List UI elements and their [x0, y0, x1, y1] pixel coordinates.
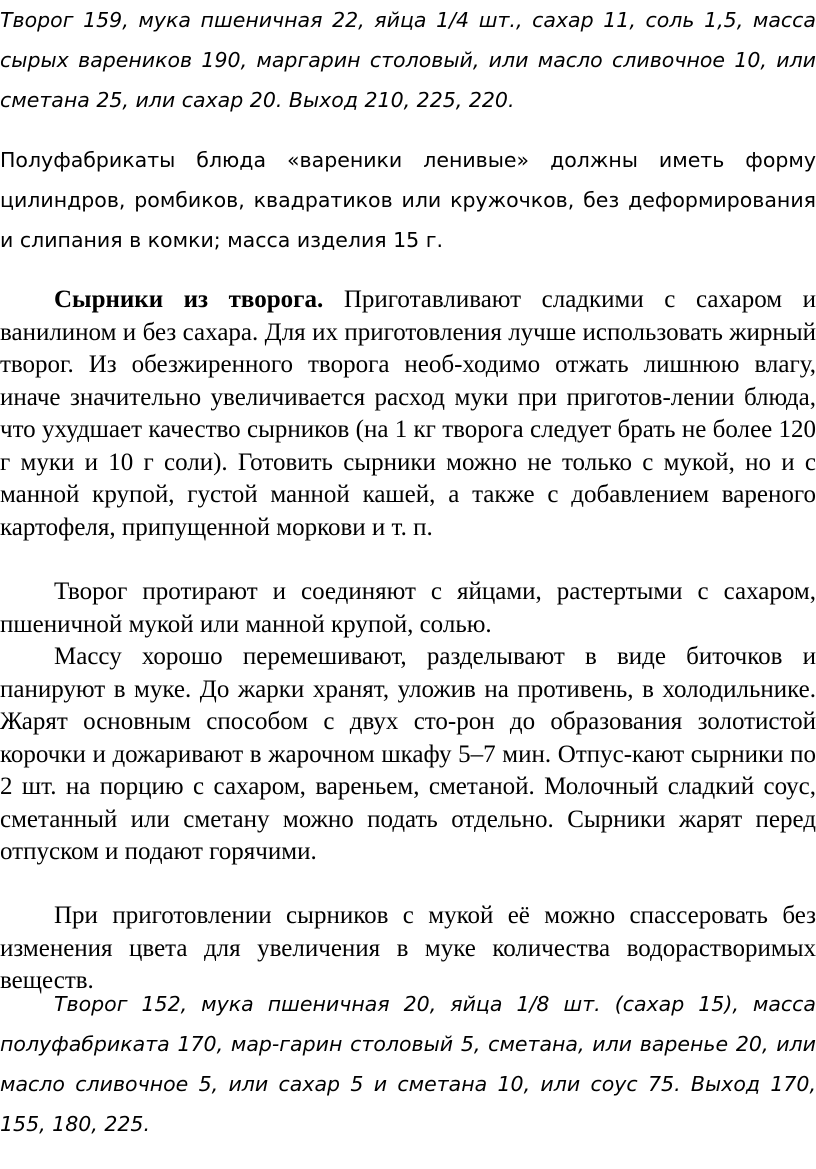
syrniki-intro-paragraph — [0, 284, 816, 544]
syrniki-intro-text: Приготавливают сладкими с сахаром и ванилином и без сахара. Для их приготовления лучше использовать жирный творог. Из обезжиренного творога необ-ходимо отжать лишнюю влагу, иначе значительно увеличивается расход муки при приготов-лении блюда, что ухудшает качество сырников (на 1 кг творога следует брать не более 120 г муки и 10 г соли). Готовить сырники можно не только с мукой, но и с манной крупой, густой манной кашей, а также с добавлением вареного картофеля, припущенной моркови и т. п. — [0, 286, 816, 541]
recipe-ingredients-vareniki: Творог 159, мука пшеничная 22, яйца 1/4 шт., сахар 11, соль 1,5, масса сырых вареников 190, маргарин столовый, или масло сливочное 10, или сметана 25, или сахар 20. Выход 210, 225, 220. — [0, 8, 816, 112]
paragraph-preparation: Творог протирают и соединяют с яйцами, растертыми с сахаром, пшеничной мукой или манной крупой, солью. — [0, 578, 816, 638]
syrniki-heading: Сырники из творога. — [54, 286, 324, 313]
paragraph-frying: Массу хорошо перемешивают, разделывают в виде биточков и панируют в муке. До жарки хранят, уложив на противень, в холодильнике. Жарят основным способом с двух сто-рон до образования золотистой корочки и дожаривают в жарочном шкафу 5–7 мин. Отпус-кают сырники по 2 шт. на порцию с сахаром, вареньем, сметаной. Молочный сладкий соус, сметанный или сметану можно подать отдельно. Сырники жарят перед отпуском и подают горячими. — [0, 643, 816, 865]
lazy-vareniki-note: Полуфабрикаты блюда «вареники ленивые» должны иметь форму цилиндров, ромбиков, квадратиков или кружочков, без деформирования и слипания в комки; масса изделия 15 г. — [0, 148, 816, 252]
paragraph-flour-note: При приготовлении сырников с мукой её можно спассеровать без изменения цвета для увеличения в муке количества водорастворимых веществ. — [0, 902, 816, 994]
recipe-ingredients-syrniki: Творог 152, мука пшеничная 20, яйца 1/8 шт. (сахар 15), масса полуфабриката 170, мар-гарин столовый 5, сметана, или варенье 20, или масло сливочное 5, или сахар 5 и сметана 10, или соус 75. Выход 170, 155, 180, 225. — [0, 992, 816, 1136]
